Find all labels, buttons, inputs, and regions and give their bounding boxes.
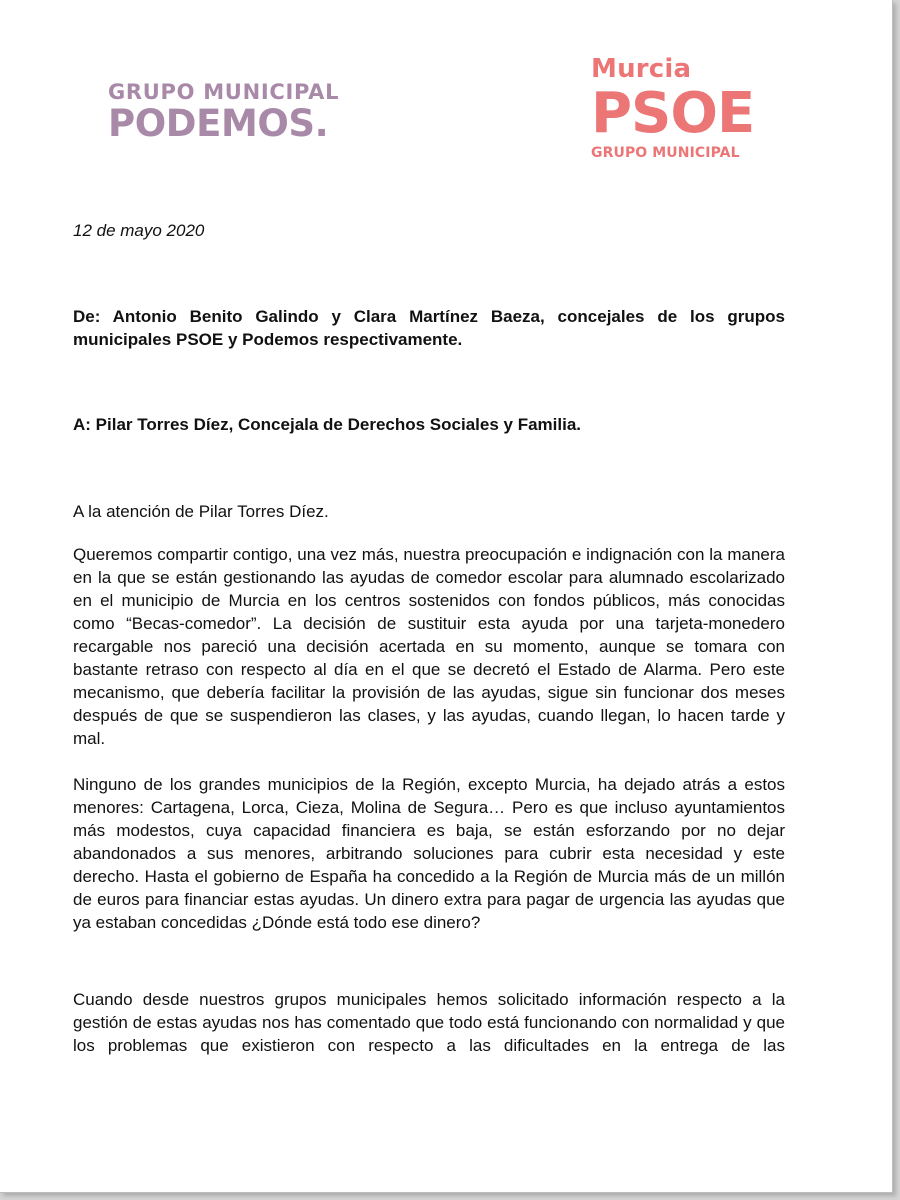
psoe-logo-name: PSOE (591, 81, 755, 146)
psoe-logo-group: GRUPO MUNICIPAL (591, 145, 740, 161)
letter-paragraph: Queremos compartir contigo, una vez más, nuestra preocupación e indignación con la manera en la que se están gestionando las ayudas de comedor escolar para alumnado escolarizado en el municipio de Murcia en los centros sostenidos con fondos públicos, más conocidas como “Becas-comedor”. La decisión de sustituir esta ayuda por una tarjeta-monedero recargable nos pareció una decisión acertada en su momento, aunque se tomara con bastante retraso con respecto al día en el que se decretó el Estado de Alarma. Pero este mecanismo, que debería facilitar la provisión de las ayudas, sigue sin funcionar dos meses después de que se suspendieron las clases, y las ayudas, cuando llegan, lo hacen tarde y mal. (73, 545, 785, 748)
podemos-logo-line1: GRUPO MUNICIPAL (108, 80, 340, 104)
letter-paragraph: Cuando desde nuestros grupos municipales hemos solicitado información respecto a la gestión de estas ayudas nos has comentado que todo está funcionando con normalidad y que los problemas que existieron con respecto a las dificultades en la entrega de las (73, 990, 785, 1055)
letter-attention: A la atención de Pilar Torres Díez. (73, 502, 329, 521)
psoe-logo-city: Murcia (591, 54, 692, 84)
podemos-logo (108, 80, 339, 144)
letter-paragraph: Ninguno de los grandes municipios de la Región, excepto Murcia, ha dejado atrás a estos menores: Cartagena, Lorca, Cieza, Molina de Segura… Pero es que incluso ayuntamientos más modestos, cuya capacidad financiera es baja, se están esforzando por no dejar abandonados a sus menores, arbitrando soluciones para cubrir esta necesidad y este derecho. Hasta el gobierno de España ha concedido a la Región de Murcia más de un millón de euros para financiar estas ayudas. Un dinero extra para pagar de urgencia las ayudas que ya estaban concedidas ¿Dónde está todo ese dinero? (73, 775, 785, 932)
podemos-logo-line2: PODEMOS. (108, 102, 329, 145)
letter-to: A: Pilar Torres Díez, Concejala de Derechos Sociales y Familia. (73, 415, 581, 434)
letter-date: 12 de mayo 2020 (73, 221, 205, 240)
letter-from: De: Antonio Benito Galindo y Clara Martínez Baeza, concejales de los grupos municipales PSOE y Podemos respectivamente. (73, 307, 785, 349)
psoe-logo (591, 54, 754, 161)
